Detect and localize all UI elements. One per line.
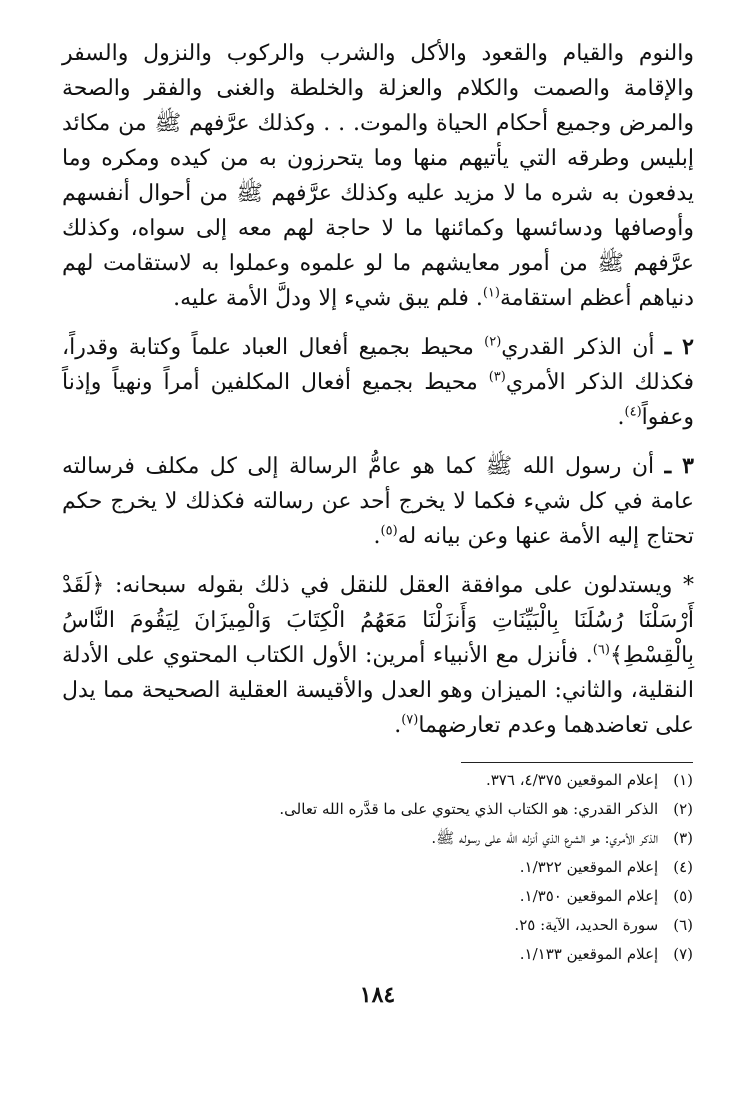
footnote-ref-4[interactable]: (٤) — [624, 404, 642, 420]
footnote-number: (٤) — [673, 858, 693, 876]
footnote-text: سورة الحديد، الآية: ٢٥. — [514, 916, 659, 934]
footnote-item — [61, 766, 693, 795]
footnote-ref-6[interactable]: (٦) — [592, 642, 610, 658]
footnote-number: (٣) — [673, 829, 693, 847]
paragraph-1-end: . فلم يبق شيء إلا ودلَّ الأمة عليه. — [173, 286, 483, 311]
paragraph-1-text: والنوم والقيام والقعود والأكل والشرب والركوب والنزول والسفر والإقامة والصمت والكلام والعزلة والخلطة والغنى والفقر والصحة والمرض وجميع أحكام الحياة والموت. . . وكذلك عرَّفهم ﷺ من مكائد إبليس وطرقه التي يأتيهم منها وما يتحرزون به من كيده ومكره وما يدفعون به شره ما لا مزيد عليه وكذلك عرَّفهم ﷺ من أحوال أنفسهم وأوصافها ودسائسها وكمائنها ما لا حاجة لهم معه إلى سواه، وكذلك عرَّفهم ﷺ من أمور معايشهم ما لو علموه وعملوا به لاستقامت لهم دنياهم أعظم استقامة — [62, 41, 694, 311]
footnote-text: إعلام الموقعين ١/١٣٣. — [519, 945, 659, 963]
page-number: ١٨٤ — [359, 982, 396, 1008]
footnote-number: (٦) — [673, 916, 693, 934]
footnote-text: إعلام الموقعين ١/٣٥٠. — [519, 887, 659, 905]
footnote-divider — [461, 762, 693, 763]
footnote-item — [61, 853, 693, 882]
footnote-item — [61, 940, 693, 969]
footnotes-list — [61, 766, 693, 969]
footnote-number: (٧) — [673, 945, 693, 963]
paragraph-3 — [62, 449, 694, 554]
quran-verse: ﴿لَقَدْ أَرْسَلْنَا رُسُلَنَا بِالْبَيِّنَاتِ وَأَنزَلْنَا مَعَهُمُ الْكِتَابَ وَالْمِيزَانَ لِيَقُومَ النَّاسُ بِالْقِسْطِ﴾ — [62, 573, 694, 668]
paragraph-3-number: ٣ ـ — [664, 453, 694, 479]
paragraph-2-number: ٢ ـ — [664, 334, 694, 360]
footnote-ref-7[interactable]: (٧) — [401, 712, 419, 728]
footnote-ref-2[interactable]: (٢) — [484, 334, 502, 350]
footnote-ref-1[interactable]: (١) — [482, 285, 500, 301]
footnote-item — [61, 911, 693, 940]
footnote-text: الذكر الأمري: هو الشرع الذي أنزله الله على رسوله ﷺ. — [431, 829, 659, 847]
paragraph-4-text-a: ويستدلون على موافقة العقل للنقل في ذلك بقوله سبحانه: — [114, 573, 673, 598]
footnote-ref-3[interactable]: (٣) — [488, 369, 506, 385]
paragraph-3-text: أن رسول الله ﷺ كما هو عامُّ الرسالة إلى كل مكلف فرسالته عامة في كل شيء فكما لا يخرج أحد عن رسالته فكذلك لا يخرج حكم تحتاج إليه الأمة عنها وعن بيانه له — [62, 454, 694, 549]
paragraph-1 — [62, 36, 694, 316]
footnote-number: (٥) — [673, 887, 693, 905]
footnote-ref-5[interactable]: (٥) — [380, 523, 398, 539]
footnote-item — [61, 882, 693, 911]
paragraph-4-text-b: . فأنزل مع الأنبياء أمرين: الأول الكتاب المحتوي على الأدلة النقلية، والثاني: الميزان وهو العدل والأقيسة العقلية الصحيحة مما يدل على تعاضدهما وعدم تعارضهما — [62, 643, 694, 738]
paragraph-2-end: . — [617, 405, 625, 430]
footnote-text: الذكر القدري: هو الكتاب الذي يحتوي على ما قدَّره الله تعالى. — [279, 800, 659, 818]
footnote-item — [61, 795, 693, 824]
star-bullet: * — [683, 573, 694, 598]
footnote-item — [61, 824, 693, 853]
paragraph-3-end: . — [373, 524, 381, 549]
paragraph-4-end: . — [394, 713, 402, 738]
page-body — [62, 36, 694, 757]
paragraph-2-text-c: محيط بجميع أفعال المكلفين أمراً ونهياً وإذناً وعفواً — [62, 370, 694, 430]
paragraph-2 — [62, 330, 694, 435]
footnote-number: (١) — [673, 771, 693, 789]
footnote-number: (٢) — [673, 800, 693, 818]
paragraph-4 — [62, 568, 694, 743]
paragraph-2-text-b: محيط بجميع أفعال العباد علماً وكتابة وقدراً، فكذلك الذكر الأمري — [62, 335, 694, 395]
footnote-text: إعلام الموقعين ١/٣٢٢. — [519, 858, 659, 876]
paragraph-2-text-a: أن الذكر القدري — [501, 335, 655, 360]
footnote-text: إعلام الموقعين ٤/٣٧٥، ٣٧٦. — [485, 771, 659, 789]
